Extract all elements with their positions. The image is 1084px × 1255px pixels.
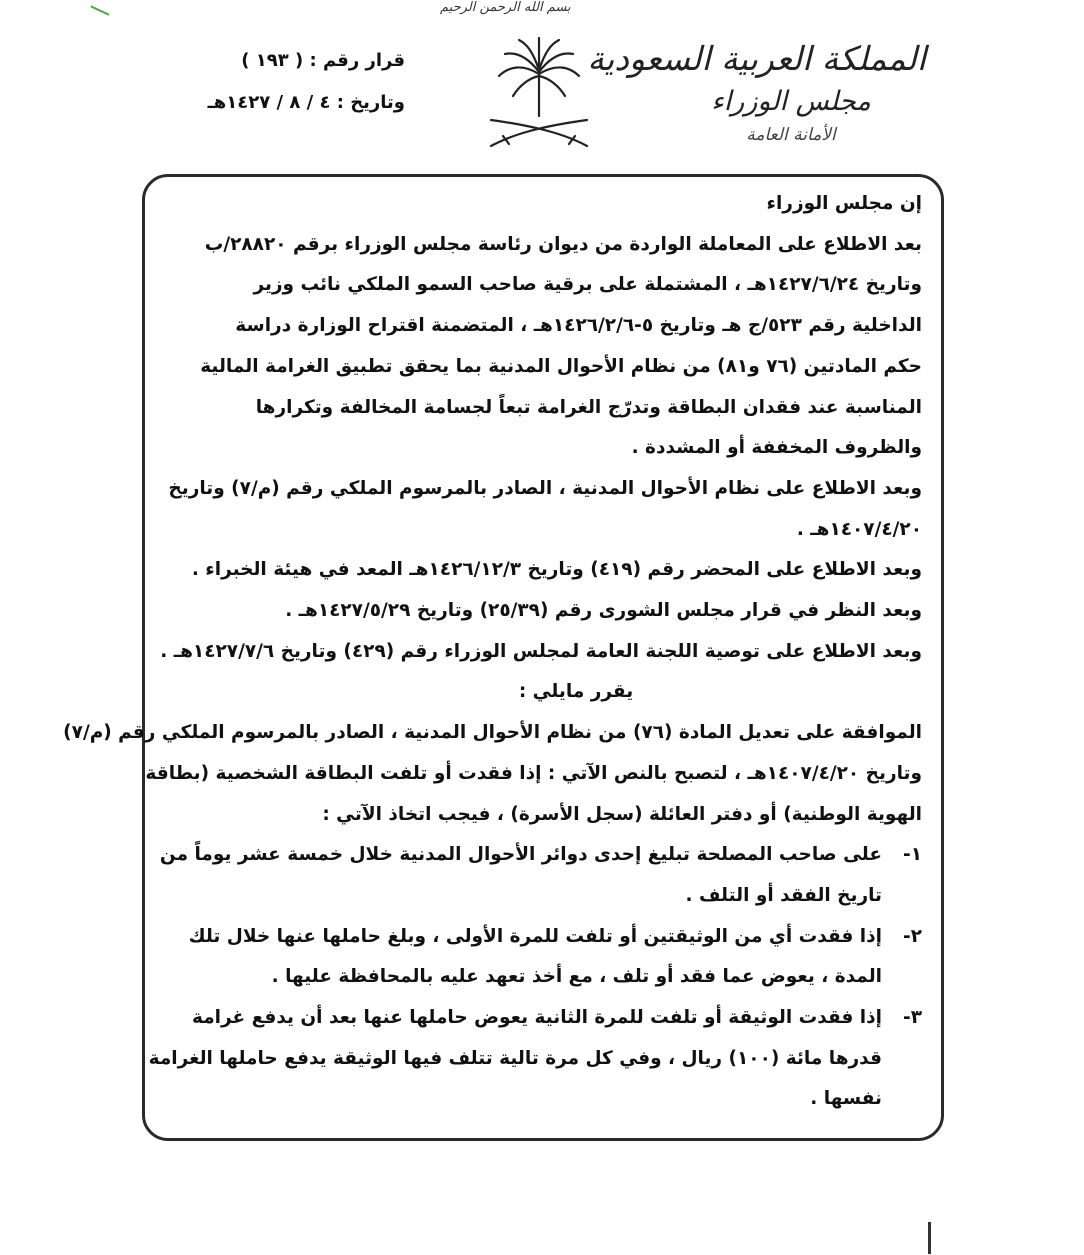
- list-item: [159, 835, 922, 916]
- basmala: بسم الله الرحمن الرحيم: [440, 0, 571, 15]
- item-number: ٢-: [903, 925, 922, 947]
- secretariat-name: الأمانة العامة: [746, 125, 836, 145]
- decision-date: وتاريخ : ٤ / ٨ / ١٤٢٧هـ: [207, 92, 405, 113]
- item-number: ٣-: [903, 1007, 922, 1029]
- decree-body: [63, 184, 922, 1120]
- body-line: الهوية الوطنية) أو دفتر العائلة (سجل الأسرة) ، فيجب اتخاذ الآتي :: [322, 803, 922, 825]
- item-line: إذا فقدت أي من الوثيقتين أو تلفت للمرة الأولى ، وبلغ حاملها عنها خلال تلك: [188, 925, 882, 947]
- body-line: وتاريخ ١٤٢٧/٦/٢٤هـ ، المشتملة على برقية صاحب السمو الملكي نائب وزير: [253, 274, 922, 296]
- body-line: وبعد النظر في قرار مجلس الشورى رقم (٢٥/٣٩) وتاريخ ١٤٢٧/٥/٢٩هـ .: [285, 600, 922, 622]
- item-line: المدة ، يعوض عما فقد أو تلف ، مع أخذ تعهد عليه بالمحافظة عليها .: [271, 966, 882, 988]
- body-line: ١٤٠٧/٤/٢٠هـ .: [796, 518, 922, 540]
- item-line: تاريخ الفقد أو التلف .: [685, 884, 882, 906]
- decision-number: قرار رقم : ( ١٩٣ ): [241, 50, 405, 71]
- list-item: [170, 917, 922, 998]
- body-line: المناسبة عند فقدان البطاقة وتدرّج الغرامة تبعاً لجسامة المخالفة وتكرارها: [255, 396, 922, 418]
- body-line: وبعد الاطلاع على المحضر رقم (٤١٩) وتاريخ ١٤٢٦/١٢/٣هـ المعد في هيئة الخبراء .: [191, 559, 922, 581]
- body-line: وبعد الاطلاع على توصية اللجنة العامة لمجلس الوزراء رقم (٤٢٩) وتاريخ ١٤٢٧/٧/٦هـ .: [160, 640, 922, 662]
- body-line: والظروف المخففة أو المشددة .: [631, 437, 922, 459]
- item-line: على صاحب المصلحة تبليغ إحدى دوائر الأحوال المدنية خلال خمسة عشر يوماً من: [159, 844, 882, 866]
- resolution-heading: يقرر مايلي :: [518, 681, 634, 703]
- palm-swords-emblem-icon: [483, 34, 595, 152]
- page-edge-mark: [928, 1222, 931, 1254]
- issuer-letterhead: [587, 36, 926, 148]
- list-item: [148, 998, 922, 1120]
- body-line: وبعد الاطلاع على نظام الأحوال المدنية ، الصادر بالمرسوم الملكي رقم (م/٧) وتاريخ: [168, 477, 922, 499]
- body-line: الداخلية رقم ٥٢٣/ج هـ وتاريخ ٥-١٤٢٦/٢/٦هـ ، المتضمنة اقتراح الوزارة دراسة: [235, 315, 922, 337]
- body-line: الموافقة على تعديل المادة (٧٦) من نظام الأحوال المدنية ، الصادر بالمرسوم الملكي رقم (م/٧): [63, 722, 922, 744]
- item-line: إذا فقدت الوثيقة أو تلفت للمرة الثانية يعوض حاملها عنها بعد أن يدفع غرامة: [191, 1007, 882, 1029]
- opening-line: إن مجلس الوزراء: [766, 193, 922, 214]
- body-line: بعد الاطلاع على المعاملة الواردة من ديوان رئاسة مجلس الوزراء برقم ٢٨٨٢٠/ب: [204, 233, 922, 255]
- item-line: نفسها .: [810, 1088, 882, 1110]
- item-number: ١-: [903, 844, 922, 866]
- item-line: قدرها مائة (١٠٠) ريال ، وفي كل مرة تالية تتلف فيها الوثيقة يدفع حاملها الغرامة: [148, 1047, 882, 1069]
- kingdom-name: المملكة العربية السعودية: [587, 39, 926, 78]
- body-line: حكم المادتين (٧٦ و٨١) من نظام الأحوال المدنية بما يحقق تطبيق الغرامة المالية: [200, 355, 922, 377]
- body-line: وتاريخ ١٤٠٧/٤/٢٠هـ ، لتصبح بالنص الآتي : إذا فقدت أو تلفت البطاقة الشخصية (بطاقة: [145, 762, 922, 784]
- council-name: مجلس الوزراء: [711, 86, 871, 117]
- decision-reference: [170, 40, 405, 124]
- corner-mark: [90, 0, 113, 16]
